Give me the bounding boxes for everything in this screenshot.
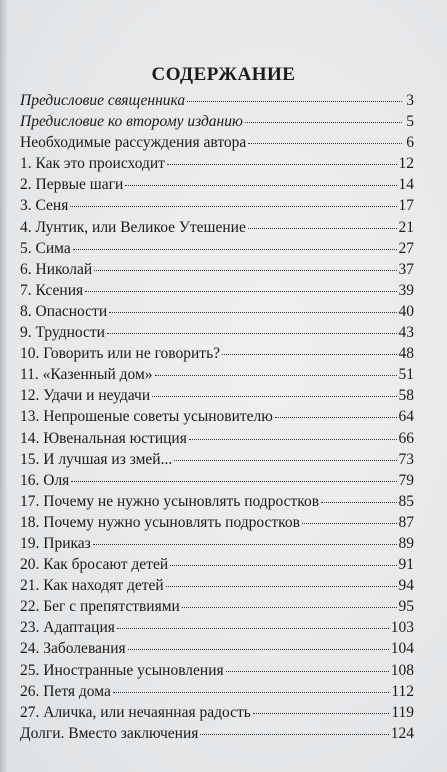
dot-leader <box>275 417 397 418</box>
dot-leader <box>200 734 388 735</box>
toc-entry <box>20 343 414 364</box>
toc-entry-page-number: 73 <box>398 450 414 468</box>
dot-leader <box>70 206 396 207</box>
toc-entry <box>20 554 414 575</box>
toc-entry <box>20 575 414 596</box>
toc-entry <box>20 702 414 723</box>
toc-entry-label: 27. Аличка, или нечаянная радость <box>20 703 251 721</box>
toc-entry-page-number: 66 <box>398 429 414 447</box>
toc-entry-page-number: 27 <box>398 239 414 257</box>
toc-entry <box>20 132 414 153</box>
toc-entry-page-number: 112 <box>391 682 414 700</box>
toc-entry-page-number: 39 <box>398 281 414 299</box>
dot-leader <box>222 354 396 355</box>
toc-entry <box>20 681 414 702</box>
toc-entry <box>20 512 414 533</box>
toc-entry-page-number: 37 <box>398 260 414 278</box>
binding-shadow <box>0 0 8 772</box>
toc-entry-label: 22. Бег с препятствиями <box>20 598 180 616</box>
toc-entry-label: 25. Иностранные усыновления <box>20 661 224 679</box>
toc-entry <box>20 470 414 491</box>
toc-entry-page-number: 79 <box>398 471 414 489</box>
dot-leader <box>170 565 396 566</box>
toc-entry-label: 13. Непрошеные советы усыновителю <box>20 408 273 426</box>
dot-leader <box>71 481 396 482</box>
toc-entry-page-number: 43 <box>398 324 414 342</box>
toc-entry <box>20 638 414 659</box>
toc-entry-label: 1. Как это происходит <box>20 155 165 173</box>
dot-leader <box>248 143 402 144</box>
toc-entry-label: 8. Опасности <box>20 302 108 320</box>
toc-entry-page-number: 89 <box>398 534 414 552</box>
page-title: СОДЕРЖАНИЕ <box>151 64 296 85</box>
toc-entry-label: 14. Ювенальная юстиция <box>20 429 187 447</box>
toc-entry <box>20 111 414 132</box>
dot-leader <box>166 586 397 587</box>
toc-entry <box>20 406 414 427</box>
toc-entry <box>20 364 414 385</box>
toc-entry-page-number: 85 <box>398 492 414 510</box>
toc-entry-page-number: 40 <box>398 302 414 320</box>
toc-entry-label: 15. И лучшая из змей... <box>20 450 173 468</box>
toc-entry-page-number: 108 <box>390 661 414 679</box>
dot-leader <box>128 649 389 650</box>
toc-entry <box>20 385 414 406</box>
toc-entry <box>20 174 414 195</box>
toc-entry-label: 10. Говорить или не говорить? <box>20 345 221 363</box>
toc-entry <box>20 153 414 174</box>
dot-leader <box>125 185 396 186</box>
table-of-contents <box>20 90 414 744</box>
toc-entry <box>20 238 414 259</box>
toc-entry <box>20 449 414 470</box>
dot-leader <box>94 270 396 271</box>
toc-entry <box>20 596 414 617</box>
toc-entry-label: 19. Приказ <box>20 534 91 552</box>
toc-entry-label: 11. «Казенный дом» <box>20 366 153 384</box>
toc-entry-label: 4. Лунтик, или Великое Утешение <box>20 218 246 236</box>
dot-leader <box>113 692 389 693</box>
toc-entry-page-number: 103 <box>390 619 414 637</box>
toc-entry <box>20 533 414 554</box>
toc-entry-page-number: 17 <box>398 197 414 215</box>
toc-entry-label: 7. Ксения <box>20 281 84 299</box>
dot-leader <box>167 164 397 165</box>
dot-leader <box>155 375 397 376</box>
dot-leader <box>226 671 389 672</box>
dot-leader <box>302 523 397 524</box>
toc-entry-label: Предисловие священника <box>20 92 186 109</box>
dot-leader <box>152 396 396 397</box>
toc-entry-label: 24. Заболевания <box>20 640 126 658</box>
dot-leader <box>187 101 402 102</box>
toc-entry-page-number: 51 <box>398 366 414 384</box>
toc-entry-label: 21. Как находят детей <box>20 577 164 595</box>
toc-entry <box>20 322 414 343</box>
toc-entry-label: Долги. Вместо заключения <box>20 724 199 742</box>
toc-entry <box>20 90 414 111</box>
toc-entry <box>20 428 414 449</box>
toc-entry-label: Необходимые рассуждения автора <box>20 134 247 152</box>
toc-entry-label: 12. Удачи и неудачи <box>20 387 151 405</box>
toc-entry-page-number: 48 <box>398 345 414 363</box>
toc-entry-page-number: 14 <box>398 176 414 194</box>
toc-entry <box>20 301 414 322</box>
toc-entry <box>20 617 414 638</box>
dot-leader <box>253 713 389 714</box>
toc-entry <box>20 723 414 744</box>
toc-entry-page-number: 58 <box>398 387 414 405</box>
dot-leader <box>117 628 389 629</box>
dot-leader <box>73 249 397 250</box>
toc-entry <box>20 195 414 216</box>
toc-entry <box>20 217 414 238</box>
toc-entry-page-number: 5 <box>406 113 414 131</box>
dot-leader <box>85 291 396 292</box>
toc-entry-label: 5. Сима <box>20 239 71 257</box>
toc-entry <box>20 491 414 512</box>
toc-entry-page-number: 104 <box>390 640 414 658</box>
toc-entry-label: 20. Как бросают детей <box>20 556 169 574</box>
toc-entry-label: 2. Первые шаги <box>20 176 124 194</box>
dot-leader <box>321 502 396 503</box>
toc-entry <box>20 660 414 681</box>
toc-entry-label: 26. Петя дома <box>20 682 111 700</box>
dot-leader <box>107 333 397 334</box>
dot-leader <box>248 228 397 229</box>
toc-entry-page-number: 12 <box>398 155 414 173</box>
toc-entry-page-number: 124 <box>390 724 414 742</box>
toc-entry <box>20 259 414 280</box>
toc-entry-label: 16. Оля <box>20 471 70 489</box>
toc-entry-label: 23. Адаптация <box>20 619 115 637</box>
toc-entry-page-number: 119 <box>391 703 414 721</box>
toc-entry-page-number: 6 <box>406 134 414 152</box>
dot-leader <box>182 607 397 608</box>
toc-entry-page-number: 91 <box>398 556 414 574</box>
toc-entry-label: 18. Почему нужно усыновлять подростков <box>20 513 300 531</box>
toc-entry-page-number: 87 <box>398 513 414 531</box>
toc-entry-label: 6. Николай <box>20 260 93 278</box>
toc-entry-page-number: 64 <box>398 408 414 426</box>
dot-leader <box>109 312 396 313</box>
dot-leader <box>174 460 396 461</box>
toc-entry-page-number: 3 <box>406 92 414 109</box>
toc-entry-label: Предисловие ко второму изданию <box>20 113 243 131</box>
dot-leader <box>189 439 397 440</box>
toc-entry-label: 3. Сеня <box>20 197 69 215</box>
toc-entry <box>20 280 414 301</box>
toc-entry-page-number: 95 <box>398 598 414 616</box>
toc-entry-page-number: 21 <box>398 218 414 236</box>
dot-leader <box>93 544 397 545</box>
dot-leader <box>245 122 402 123</box>
toc-entry-label: 17. Почему не нужно усыновлять подростков <box>20 492 320 510</box>
toc-entry-label: 9. Трудности <box>20 324 105 342</box>
toc-entry-page-number: 94 <box>398 577 414 595</box>
